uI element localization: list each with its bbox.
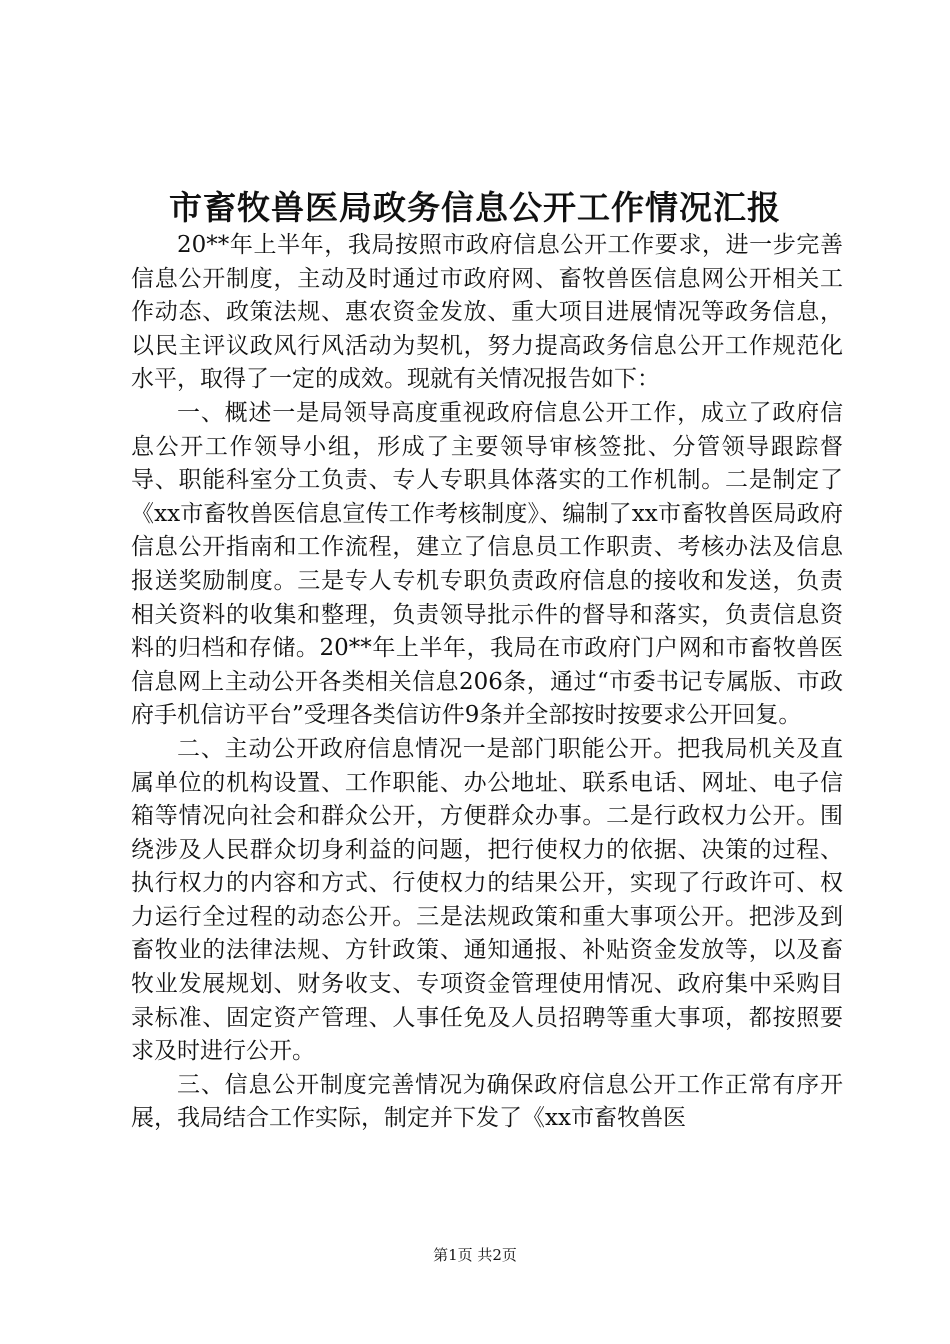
- document-title: 市畜牧兽医局政务信息公开工作情况汇报: [169, 188, 781, 227]
- paragraph-overview: 一、概述一是局领导高度重视政府信息公开工作，成立了政府信息公开工作领导小组，形成了主要领导审核签批、分管领导跟踪督导、职能科室分工负责、专人专职具体落实的工作机制。二是制定了《xx市畜牧兽医信息宣传工作考核制度》、编制了xx市畜牧兽医局政府信息公开指南和工作流程，建立了信息员工作职责、考核办法及信息报送奖励制度。三是专人专机专职负责政府信息的接收和发送，负责相关资料的收集和整理，负责领导批示件的督导和落实，负责信息资料的归档和存储。20**年上半年，我局在市政府门户网和市畜牧兽医信息网上主动公开各类相关信息206条，通过“市委书记专属版、市政府手机信访平台”受理各类信访件9条并全部按时按要求公开回复。: [131, 399, 843, 729]
- document-body: [131, 229, 843, 1136]
- page-number-footer: 第1页 共2页: [433, 1246, 517, 1264]
- paragraph-active-disclosure: 二、主动公开政府信息情况一是部门职能公开。把我局机关及直属单位的机构设置、工作职能、办公地址、联系电话、网址、电子信箱等情况向社会和群众公开，方便群众办事。二是行政权力公开。围绕涉及人民群众切身利益的问题，把行使权力的依据、决策的过程、执行权力的内容和方式、行使权力的结果公开，实现了行政许可、权力运行全过程的动态公开。三是法规政策和重大事项公开。把涉及到畜牧业的法律法规、方针政策、通知通报、补贴资金发放等，以及畜牧业发展规划、财务收支、专项资金管理使用情况、政府集中采购目录标准、固定资产管理、人事任免及人员招聘等重大事项，都按照要求及时进行公开。: [131, 735, 843, 1065]
- paragraph-system-improvement: 三、信息公开制度完善情况为确保政府信息公开工作正常有序开展，我局结合工作实际，制定并下发了《xx市畜牧兽医: [131, 1071, 843, 1132]
- paragraph-intro: 20**年上半年，我局按照市政府信息公开工作要求，进一步完善信息公开制度，主动及时通过市政府网、畜牧兽医信息网公开相关工作动态、政策法规、惠农资金发放、重大项目进展情况等政务信息，以民主评议政风行风活动为契机，努力提高政务信息公开工作规范化水平，取得了一定的成效。现就有关情况报告如下：: [131, 232, 843, 393]
